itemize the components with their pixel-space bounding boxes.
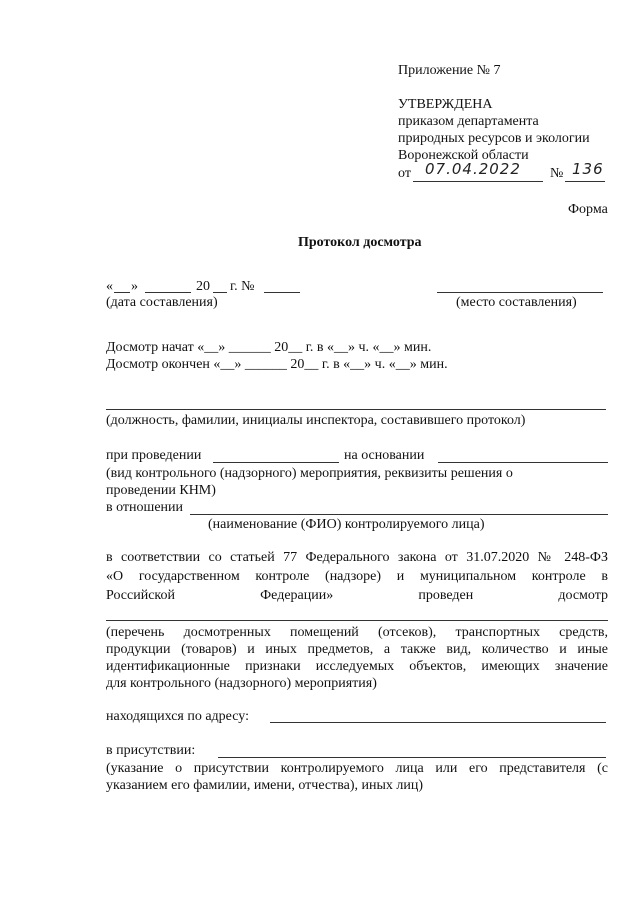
date-quote-open: « <box>106 279 113 294</box>
document-title: Протокол досмотра <box>298 235 422 250</box>
basis-blank <box>438 462 608 463</box>
place-blank <box>437 292 603 293</box>
event-caption-line-2: проведении КНМ) <box>106 483 216 498</box>
presence-blank <box>218 757 606 758</box>
approval-date-handwritten: 07.04.2022 <box>425 160 521 178</box>
inspection-ended: Досмотр окончен «__» ______ 20__ г. в «__» ч. «__» мин. <box>106 357 448 372</box>
address-blank <box>270 722 606 723</box>
date-caption: (дата составления) <box>106 295 218 310</box>
approved-label: УТВЕРЖДЕНА <box>398 97 493 112</box>
objects-caption-line-2: продукции (товаров) и иных предметов, а также вид, количество и иные <box>106 642 608 657</box>
approval-line-1: приказом департамента <box>398 114 539 129</box>
day-blank <box>114 292 130 293</box>
event-caption-line-1: (вид контрольного (надзорного) мероприятия, реквизиты решения о <box>106 466 513 481</box>
inspected-objects-blank <box>106 620 608 621</box>
approval-line-3: Воронежской области <box>398 148 529 163</box>
date-quote-close: » <box>131 279 138 294</box>
objects-caption-line-3: идентификационные признаки исследуемых объектов, имеющих значение <box>106 659 608 674</box>
controlled-person-caption: (наименование (ФИО) контролируемого лица) <box>208 517 485 532</box>
law-line-1: в соответствии со статьей 77 Федерального закона от 31.07.2020 № 248-ФЗ <box>106 550 608 565</box>
year-blank <box>213 292 227 293</box>
date-prefix: от <box>398 166 411 181</box>
place-caption: (место составления) <box>456 295 577 310</box>
controlled-person-blank <box>190 514 608 515</box>
inspector-blank <box>106 409 606 410</box>
address-label: находящихся по адресу: <box>106 709 249 724</box>
regarding-label: в отношении <box>106 500 184 515</box>
month-blank <box>145 292 191 293</box>
form-label: Форма <box>568 202 608 217</box>
number-sign: г. № <box>230 279 255 294</box>
law-line-3: Российской Федерации» проведен досмотр <box>106 588 608 603</box>
number-prefix: № <box>550 166 564 181</box>
objects-caption-line-1: (перечень досмотренных помещений (отсеков), транспортных средств, <box>106 625 608 640</box>
approval-number-handwritten: 136 <box>572 160 604 178</box>
objects-caption-line-4: для контрольного (надзорного) мероприятия) <box>106 676 377 691</box>
event-type-blank <box>213 462 339 463</box>
presence-caption-line-2: указанием его фамилии, имени, отчества), иных лиц) <box>106 778 424 793</box>
approval-number-underline <box>565 181 605 182</box>
during-label: при проведении <box>106 448 202 463</box>
approval-date-underline <box>413 181 543 182</box>
law-line-2: «О государственном контроле (надзоре) и муниципальном контроле в <box>106 569 608 584</box>
approval-line-2: природных ресурсов и экологии <box>398 131 590 146</box>
presence-label: в присутствии: <box>106 743 196 758</box>
presence-caption-line-1: (указание о присутствии контролируемого лица или его представителя (с <box>106 761 608 776</box>
inspection-started: Досмотр начат «__» ______ 20__ г. в «__» ч. «__» мин. <box>106 340 432 355</box>
protocol-number-blank <box>264 292 300 293</box>
basis-label: на основании <box>344 448 425 463</box>
inspector-caption: (должность, фамилии, инициалы инспектора, составившего протокол) <box>106 413 526 428</box>
appendix-label: Приложение № 7 <box>398 63 501 78</box>
year-prefix: 20 <box>196 279 210 294</box>
